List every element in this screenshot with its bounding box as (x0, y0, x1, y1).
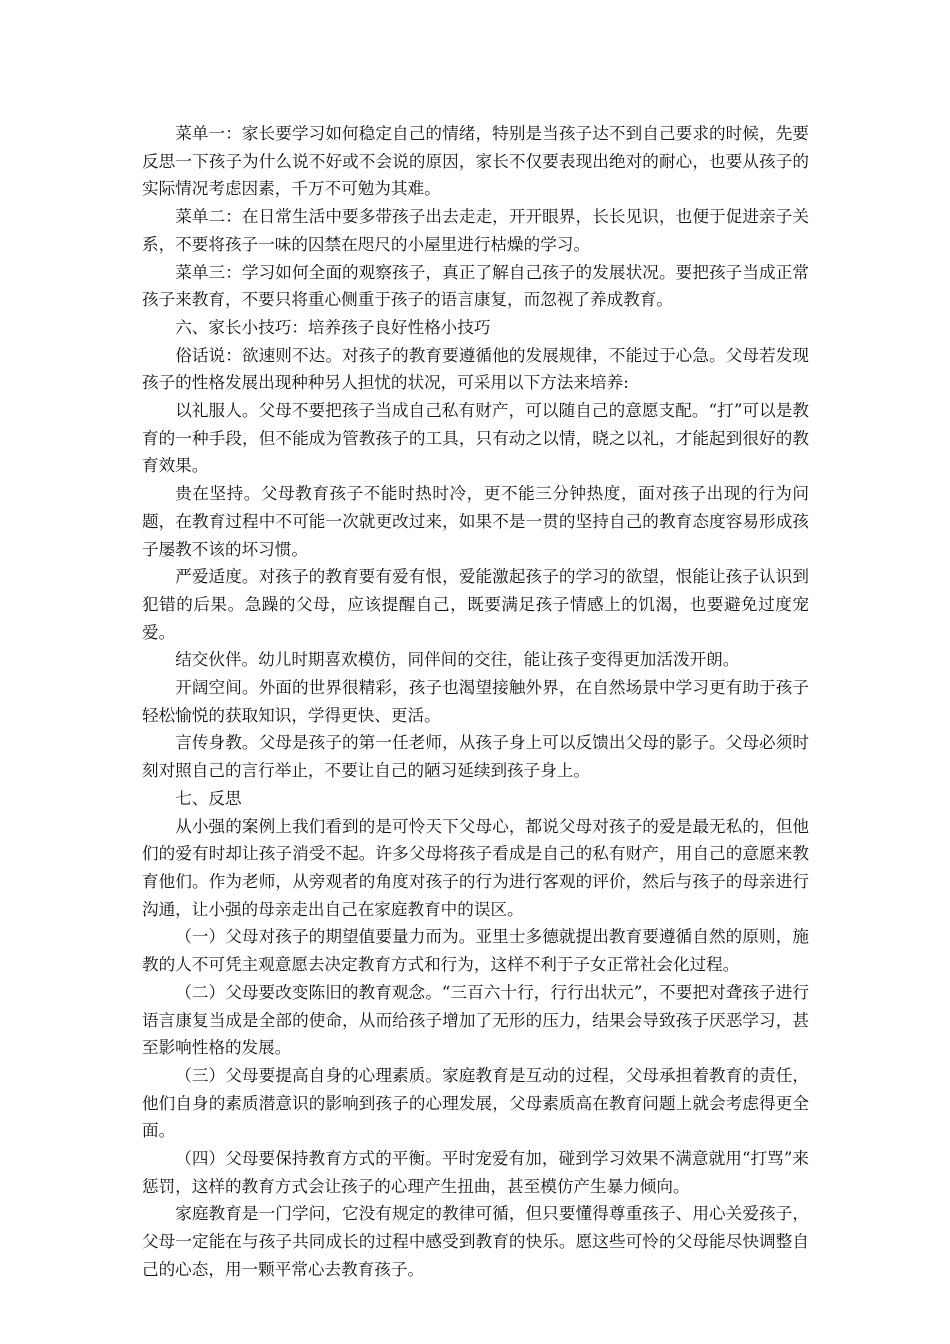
paragraph-reflection-1: （一）父母对孩子的期望值要量力而为。亚里士多德就提出教育要遵循自然的原则，施教的人不可凭主观意愿去决定教育方式和行为，这样不利于子女正常社会化过程。 (142, 927, 809, 975)
document-body (142, 120, 809, 1284)
paragraph-tip-courtesy: 以礼服人。父母不要把孩子当成自己私有财产，可以随自己的意愿支配。“打”可以是教育的一种手段，但不能成为管教孩子的工具，只有动之以情，晓之以礼，才能起到很好的教育效果。 (142, 401, 809, 476)
section-heading-parent-tips: 六、家长小技巧：培养孩子良好性格小技巧 (175, 317, 491, 337)
paragraph-tip-persistence: 贵在坚持。父母教育孩子不能时热时冷，更不能三分钟热度，面对孩子出现的行为问题，在教育过程中不可能一次就更改过来，如果不是一贯的坚持自己的教育态度容易形成孩子屡教不该的坏习惯。 (142, 484, 809, 559)
paragraph-menu-1: 菜单一：家长要学习如何稳定自己的情绪，特别是当孩子达不到自己要求的时候，先要反思一下孩子为什么说不好或不会说的原因，家长不仅要表现出绝对的耐心，也要从孩子的实际情况考虑因素，千万不可勉为其难。 (142, 124, 809, 199)
paragraph-tip-friends: 结交伙伴。幼儿时期喜欢模仿，同伴间的交往，能让孩子变得更加活泼开朗。 (175, 650, 740, 670)
paragraph-reflection-intro: 从小强的案例上我们看到的是可怜天下父母心，都说父母对孩子的爱是最无私的，但他们的爱有时却让孩子消受不起。许多父母将孩子看成是自己的私有财产，用自己的意愿来教育他们。作为老师，从旁观者的角度对孩子的行为进行客观的评价，然后与孩子的母亲进行沟通，让小强的母亲走出自己在家庭教育中的误区。 (142, 816, 809, 919)
paragraph-proverb-intro: 俗话说：欲速则不达。对孩子的教育要遵循他的发展规律，不能过于心急。父母若发现孩子的性格发展出现种种另人担忧的状况，可采用以下方法来培养: (142, 345, 809, 393)
paragraph-conclusion: 家庭教育是一门学问，它没有规定的教律可循，但只要懂得尊重孩子、用心关爱孩子，父母一定能在与孩子共同成长的过程中感受到教育的快乐。愿这些可怜的父母能尽快调整自己的心态，用一颗平常心去教育孩子。 (142, 1204, 809, 1279)
paragraph-menu-2: 菜单二：在日常生活中要多带孩子出去走走，开开眼界，长长见识，也便于促进亲子关系，不要将孩子一味的囚禁在咫尺的小屋里进行枯燥的学习。 (142, 207, 809, 254)
paragraph-menu-3: 菜单三：学习如何全面的观察孩子，真正了解自己孩子的发展状况。要把孩子当成正常孩子来教育，不要只将重心侧重于孩子的语言康复，而忽视了养成教育。 (142, 262, 809, 310)
section-heading-reflection: 七、反思 (175, 788, 242, 808)
paragraph-reflection-2: （二）父母要改变陈旧的教育观念。“三百六十行，行行出状元”，不要把对聋孩子进行语言康复当成是全部的使命，从而给孩子增加了无形的压力，结果会导致孩子厌恶学习，甚至影响性格的发展。 (142, 982, 809, 1058)
paragraph-tip-example: 言传身教。父母是孩子的第一任老师，从孩子身上可以反馈出父母的影子。父母必须时刻对照自己的言行举止，不要让自己的陋习延续到孩子身上。 (142, 733, 809, 781)
paragraph-reflection-4: （四）父母要保持教育方式的平衡。平时宠爱有加，碰到学习效果不满意就用“打骂”来惩罚，这样的教育方式会让孩子的心理产生扭曲，甚至模仿产生暴力倾向。 (142, 1149, 809, 1196)
paragraph-tip-open-space: 开阔空间。外面的世界很精彩，孩子也渴望接触外界，在自然场景中学习更有助于孩子轻松愉悦的获取知识，学得更快、更活。 (142, 678, 809, 725)
paragraph-reflection-3: （三）父母要提高自身的心理素质。家庭教育是互动的过程，父母承担着教育的责任，他们自身的素质潜意识的影响到孩子的心理发展，父母素质高在教育问题上就会考虑得更全面。 (142, 1065, 809, 1141)
paragraph-tip-strict-love: 严爱适度。对孩子的教育要有爱有恨，爱能激起孩子的学习的欲望，恨能让孩子认识到犯错的后果。急躁的父母，应该提醒自己，既要满足孩子情感上的饥渴，也要避免过度宠爱。 (142, 567, 809, 642)
